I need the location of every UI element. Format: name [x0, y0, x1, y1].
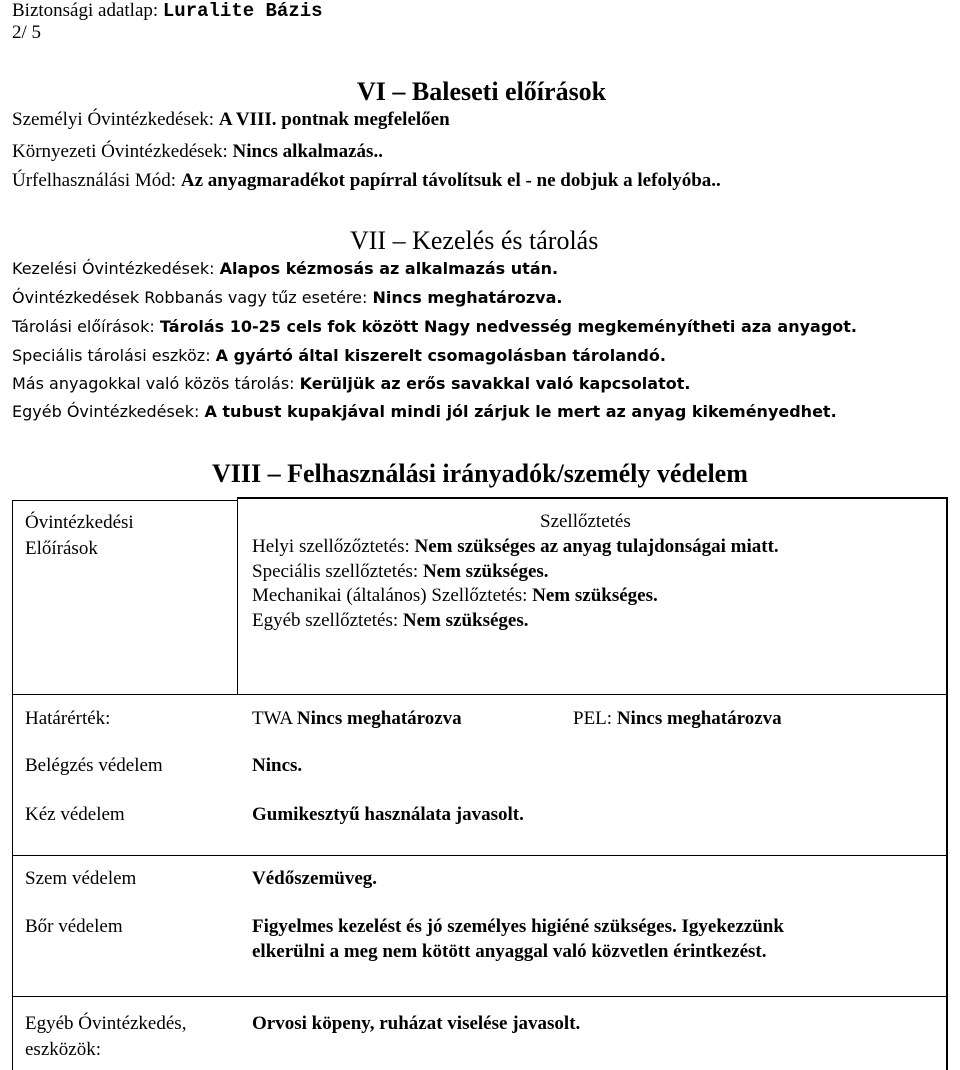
- s7-label-4: Speciális tárolási eszköz:: [12, 346, 216, 365]
- section-6-title: VI – Baleseti előírások: [357, 77, 607, 106]
- s7-row-4: [12, 346, 666, 365]
- protection-value-eye: Védőszemüveg.: [252, 868, 378, 889]
- protection-label-eye: Szem védelem: [25, 868, 137, 889]
- s6-label-3: Úrfelhasználási Mód:: [12, 170, 181, 191]
- doc-type: Biztonsági adatlap:: [12, 0, 159, 21]
- limit-label: Határérték:: [25, 708, 111, 729]
- vent-label-3: Mechanikai (általános) Szellőztetés:: [252, 585, 533, 606]
- vent-left-border: [237, 497, 238, 695]
- box-label-2: Előírások: [25, 538, 98, 559]
- s7-row-5: [12, 374, 690, 393]
- page-number: 2/ 5: [12, 22, 42, 43]
- s7-label-1: Kezelési Óvintézkedések:: [12, 259, 220, 278]
- s7-label-5: Más anyagokkal való közös tárolás:: [12, 374, 300, 393]
- vent-row-2: [252, 561, 549, 583]
- s6-row-1: [12, 109, 450, 131]
- protection-value-hand: Gumikesztyű használata javasolt.: [252, 804, 524, 825]
- section-7-title: VII – Kezelés és tárolás: [350, 226, 599, 255]
- twa-label: TWA: [252, 708, 297, 729]
- vent-label-2: Speciális szellőztetés:: [252, 561, 423, 582]
- protection-value-breathing: Nincs.: [252, 755, 303, 776]
- s7-value-4: A gyártó által kiszerelt csomagolásban tárolandó.: [215, 346, 666, 365]
- product-name: Luralite Bázis: [162, 0, 323, 22]
- vent-label-4: Egyéb szellőztetés:: [252, 610, 403, 631]
- doc-header: [12, 0, 323, 22]
- s6-row-3: [12, 170, 721, 192]
- box-divider-2: [12, 855, 948, 856]
- vent-value-4: Nem szükséges.: [402, 610, 529, 631]
- s7-row-6: [12, 402, 837, 421]
- s7-value-2: Nincs meghatározva.: [372, 288, 563, 307]
- vent-value-1: Nem szükséges az anyag tulajdonságai miatt.: [414, 536, 779, 557]
- ventilation-title: Szellőztetés: [540, 511, 631, 532]
- pel-row: [573, 708, 782, 730]
- s6-label-1: Személyi Óvintézkedések:: [12, 109, 219, 130]
- protection-label-breathing: Belégzés védelem: [25, 755, 163, 776]
- s6-label-2: Környezeti Óvintézkedések:: [12, 141, 233, 162]
- section-8-title: VIII – Felhasználási irányadók/személy védelem: [212, 459, 748, 488]
- vent-row-4: [252, 610, 529, 632]
- vent-row-3: [252, 585, 658, 607]
- vent-value-2: Nem szükséges.: [422, 561, 549, 582]
- box-label-1: Óvintézkedési: [25, 512, 134, 533]
- vent-value-3: Nem szükséges.: [532, 585, 658, 606]
- vent-label-1: Helyi szellőzőztetés:: [252, 536, 415, 557]
- protection-label-hand: Kéz védelem: [25, 804, 125, 825]
- s7-value-3: Tárolás 10-25 cels fok között Nagy nedvesség megkeményítheti aza anyagot.: [159, 317, 858, 336]
- s7-row-3: [12, 317, 857, 336]
- pel-label: PEL:: [573, 708, 617, 729]
- vent-row-1: [252, 536, 779, 558]
- protection-label-other-1: Egyéb Óvintézkedés,: [25, 1013, 187, 1034]
- twa-value: Nincs meghatározva: [296, 708, 462, 729]
- protection-label-other-2: eszközök:: [25, 1039, 101, 1060]
- s7-label-3: Tárolási előírások:: [12, 317, 160, 336]
- box-divider-1: [12, 694, 948, 695]
- s6-value-1: A VIII. pontnak megfelelően: [218, 109, 450, 130]
- s6-value-2: Nincs alkalmazás..: [232, 141, 383, 162]
- s6-row-2: [12, 141, 383, 163]
- protection-value-skin-2: elkerülni a meg nem kötött anyaggal való közvetlen érintkezést.: [252, 941, 767, 962]
- protection-label-skin: Bőr védelem: [25, 916, 123, 937]
- box-divider-3: [12, 996, 948, 997]
- s7-label-6: Egyéb Óvintézkedések:: [12, 402, 205, 421]
- box-right-border: [946, 497, 948, 1070]
- s7-value-1: Alapos kézmosás az alkalmazás után.: [219, 259, 559, 278]
- s7-label-2: Óvintézkedések Robbanás vagy tűz esetére:: [12, 288, 373, 307]
- s7-value-6: A tubust kupakjával mindi jól zárjuk le mert az anyag kikeményedhet.: [204, 402, 837, 421]
- s7-value-5: Kerüljük az erős savakkal való kapcsolatot.: [299, 374, 691, 393]
- protection-value-skin-1: Figyelmes kezelést és jó személyes higiéné szükséges. Igyekezzünk: [252, 916, 784, 937]
- protection-value-other: Orvosi köpeny, ruházat viselése javasolt.: [252, 1013, 581, 1034]
- box-top-left-border: [12, 500, 237, 501]
- box-left-border: [12, 500, 13, 1070]
- s6-value-3: Az anyagmaradékot papírral távolítsuk el - ne dobjuk a lefolyóba..: [180, 170, 721, 191]
- s7-row-2: [12, 288, 562, 307]
- s7-row-1: [12, 259, 558, 278]
- twa-row: [252, 708, 462, 730]
- pel-value: Nincs meghatározva: [616, 708, 782, 729]
- box-top-border: [237, 497, 948, 499]
